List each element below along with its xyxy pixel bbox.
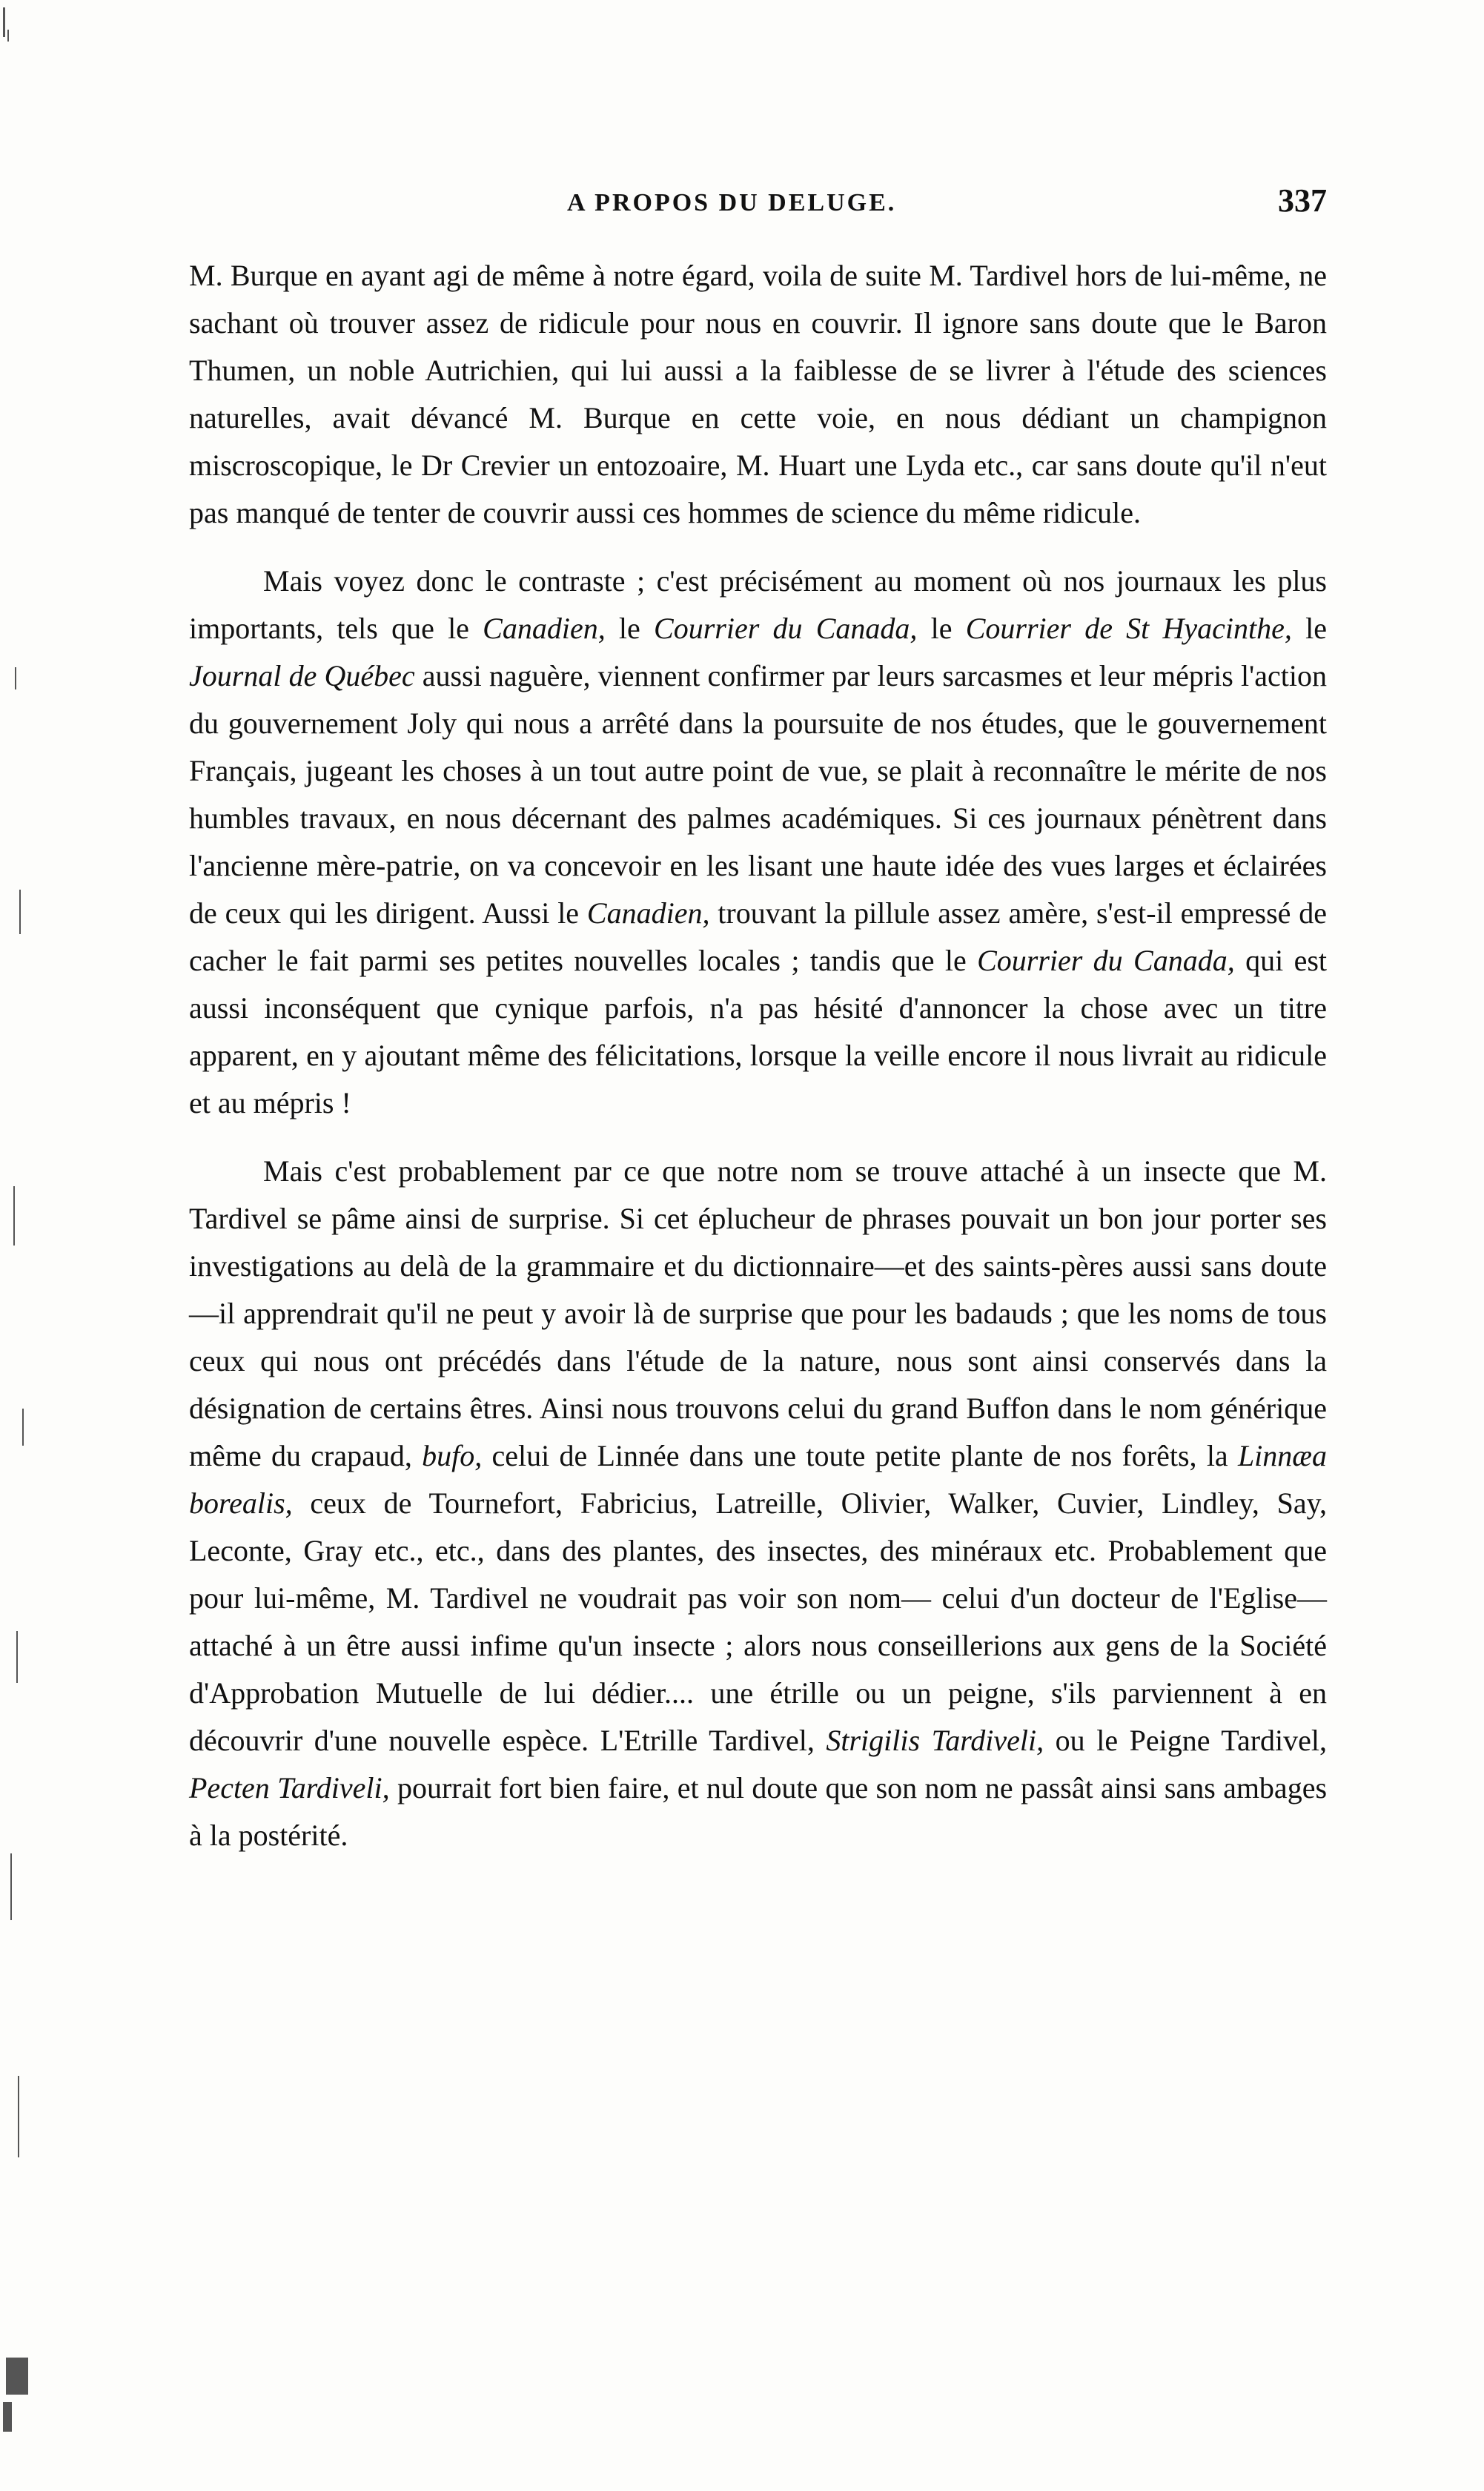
text-run: Mais voyez donc le contraste ; c'est précisément au moment où nos journaux les plus importants, tels que le — [189, 564, 1327, 645]
text-run: ceux de Tournefort, Fabricius, Latreille, Olivier, Walker, Cuvier, Lindley, Say, Leconte, Gray etc., etc., dans des plantes, des insectes, des minéraux etc. Probablement que pour lui-même, M. Tardivel ne voudrait pas voir son nom— celui d'un docteur de l'Eglise—attaché à un être aussi infime qu'un insecte ; alors nous conseillerions aux gens de la Société d'Approbation Mutuelle de lui dédier.... une étrille ou un peigne, s'ils parviennent à en découvrir d'une nouvelle espèce. L'Etrille Tardivel, — [189, 1486, 1327, 1757]
text-run: le — [1291, 612, 1327, 645]
italic-title-courrier-du-canada: Courrier du Canada, — [654, 612, 918, 645]
text-run: aussi naguère, viennent confirmer par leurs sarcasmes et leur mépris l'action du gouvernement Joly qui nous a arrêté dans la poursuite de nos études, que le gouvernement Français, jugeant les choses à un tout autre point de vue, se plait à reconnaître le mérite de nos humbles travaux, en nous décernant des palmes académiques. Si ces journaux pénètrent dans l'ancienne mère-patrie, on va concevoir en les lisant une haute idée des vues larges et éclairées de ceux qui les dirigent. Aussi le — [189, 659, 1328, 930]
italic-term-strigilis-tardiveli: Strigilis Tardiveli, — [826, 1724, 1044, 1757]
italic-term-pecten-tardiveli: Pecten Tardiveli, — [189, 1771, 390, 1804]
text-run: Mais c'est probablement par ce que notre nom se trouve attaché à un insecte que M. Tardivel se pâme ainsi de surprise. Si cet éplucheur de phrases pouvait un bon jour porter ses investigations au delà de la grammaire et du dictionnaire—et des saints-pères aussi sans doute—il apprendrait qu'il ne peut y avoir là de surprise que pour les badauds ; que les noms de tous ceux qui nous ont précédés dans l'étude de la nature, nous sont ainsi conservés dans la désignation de certains êtres. Ainsi nous trouvons celui du grand Buffon dans le nom générique même du crapaud, — [189, 1154, 1327, 1472]
body-text — [189, 252, 1327, 1880]
text-run: trouvant la pillule assez amère, s'est-il empressé de cacher le fait parmi ses petites nouvelles locales ; tandis que le — [189, 896, 1328, 977]
italic-term-bufo: bufo, — [422, 1439, 483, 1472]
text-run: M. Burque en ayant agi de même à notre égard, voila de suite M. Tardivel hors de lui-même, ne sachant où trouver assez de ridicule pour nous en couvrir. Il ignore sans doute que le Baron Thumen, un noble Autrichien, qui lui aussi a la faiblesse de se livrer à l'étude des sciences naturelles, avait dévancé M. Burque en cette voie, en nous dédiant un champignon miscroscopique, le Dr Crevier un entozoaire, M. Huart une Lyda etc., car sans doute qu'il n'eut pas manqué de tenter de couvrir aussi ces hommes de science du même ridicule. — [189, 259, 1327, 529]
text-run: qui est aussi inconséquent que cynique parfois, n'a pas hésité d'annoncer la chose avec un titre apparent, en y ajoutant même des félicitations, lorsque la veille encore il nous livrait au ridicule et au mépris ! — [189, 944, 1328, 1119]
text-run: le — [917, 612, 966, 645]
italic-title-courrier-de-st-hyacinthe: Courrier de St Hyacinthe, — [965, 612, 1292, 645]
italic-title-courrier-du-canada: Courrier du Canada, — [977, 944, 1235, 977]
paragraph-1 — [189, 252, 1327, 537]
running-head: A PROPOS DU DELUGE. — [567, 189, 897, 216]
text-run: le — [605, 612, 655, 645]
italic-term-linnaea-borealis: Linnæa borealis, — [189, 1439, 1327, 1520]
paragraph-2 — [189, 558, 1327, 1127]
text-run: ou le Peigne Tardivel, — [1044, 1724, 1327, 1757]
page-number: 337 — [1278, 182, 1327, 219]
italic-title-canadien: Canadien, — [483, 612, 606, 645]
page-header — [189, 182, 1327, 226]
paragraph-3 — [189, 1148, 1327, 1859]
italic-title-journal-de-quebec: Journal de Québec — [189, 659, 415, 692]
text-run: pourrait fort bien faire, et nul doute que son nom ne passât ainsi sans ambages à la postérité. — [189, 1771, 1328, 1852]
text-run: celui de Linnée dans une toute petite plante de nos forêts, la — [482, 1439, 1238, 1472]
page-edge-speckles — [0, 0, 44, 2491]
italic-title-canadien: Canadien, — [586, 896, 710, 930]
